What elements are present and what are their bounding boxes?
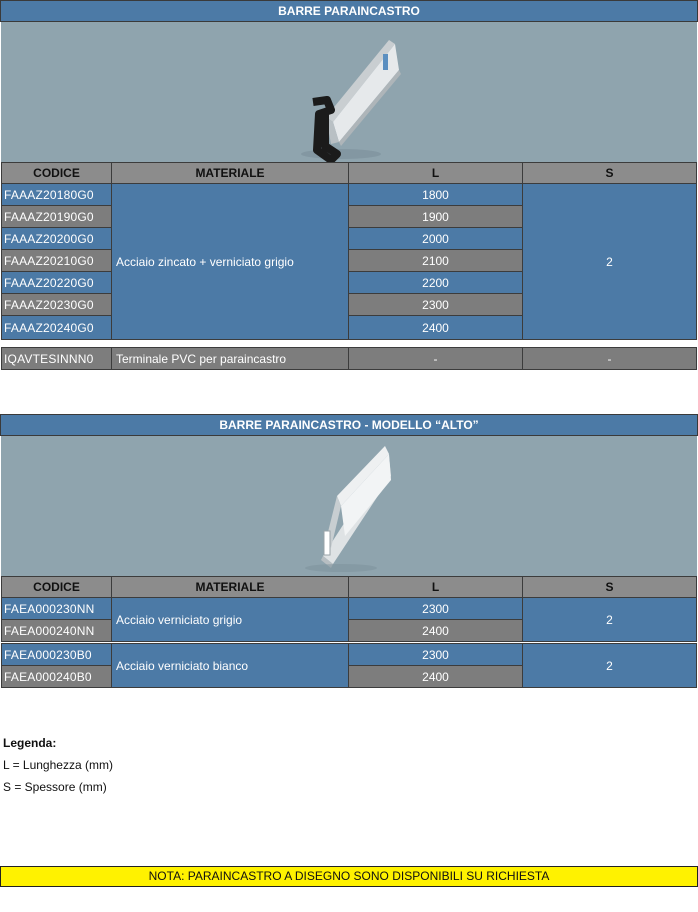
- terminale-thickness: -: [522, 347, 697, 370]
- header-s: S: [522, 576, 697, 598]
- thickness-cell: 2: [522, 183, 697, 340]
- terminale-length: -: [348, 347, 523, 370]
- header-materiale: MATERIALE: [111, 162, 349, 184]
- table-row-length: 2300: [348, 293, 523, 316]
- header-codice: CODICE: [1, 162, 112, 184]
- table-row-code: FAAAZ20190G0: [1, 205, 112, 228]
- legend-s-definition: S = Spessore (mm): [3, 780, 107, 794]
- table-row-code: FAAAZ20180G0: [1, 183, 112, 206]
- table-row-code: FAAAZ20220G0: [1, 271, 112, 294]
- table-row-code: FAAAZ20230G0: [1, 293, 112, 316]
- bar-with-handle-illustration: [1, 22, 697, 162]
- header-s: S: [522, 162, 697, 184]
- tall-bar-illustration: [1, 436, 697, 576]
- header-materiale: MATERIALE: [111, 576, 349, 598]
- table-row-code: FAEA000230B0: [1, 643, 112, 666]
- legend-title: Legenda:: [3, 736, 57, 750]
- header-codice: CODICE: [1, 576, 112, 598]
- legend-l-definition: L = Lunghezza (mm): [3, 758, 113, 772]
- table-row-length: 2400: [348, 619, 523, 642]
- product-image: [1, 436, 697, 576]
- table-row-length: 2400: [348, 665, 523, 688]
- legend: [3, 732, 113, 798]
- table-row-length: 2200: [348, 271, 523, 294]
- table-row-length: 1900: [348, 205, 523, 228]
- table-row-code: FAEA000240B0: [1, 665, 112, 688]
- table-row-code: FAEA000240NN: [1, 619, 112, 642]
- thickness-cell: 2: [522, 597, 697, 642]
- terminale-code: IQAVTESINNN0: [1, 347, 112, 370]
- terminale-material: Terminale PVC per paraincastro: [111, 347, 349, 370]
- material-cell: Acciaio verniciato grigio: [111, 597, 349, 642]
- table-row-code: FAAAZ20200G0: [1, 227, 112, 250]
- section-title: BARRE PARAINCASTRO - MODELLO “ALTO”: [0, 414, 698, 436]
- thickness-cell: 2: [522, 643, 697, 688]
- section-title: BARRE PARAINCASTRO: [0, 0, 698, 22]
- header-l: L: [348, 576, 523, 598]
- table-row-length: 2100: [348, 249, 523, 272]
- header-l: L: [348, 162, 523, 184]
- table-row-code: FAEA000230NN: [1, 597, 112, 620]
- table-row-length: 1800: [348, 183, 523, 206]
- table-row-length: 2000: [348, 227, 523, 250]
- table-row-length: 2400: [348, 315, 523, 340]
- table-row-code: FAAAZ20240G0: [1, 315, 112, 340]
- table-row-length: 2300: [348, 643, 523, 666]
- table-row-code: FAAAZ20210G0: [1, 249, 112, 272]
- table-row-length: 2300: [348, 597, 523, 620]
- material-cell: Acciaio zincato + verniciato grigio: [111, 183, 349, 340]
- product-image: [1, 22, 697, 162]
- material-cell: Acciaio verniciato bianco: [111, 643, 349, 688]
- note-banner: NOTA: PARAINCASTRO A DISEGNO SONO DISPONIBILI SU RICHIESTA: [0, 866, 698, 887]
